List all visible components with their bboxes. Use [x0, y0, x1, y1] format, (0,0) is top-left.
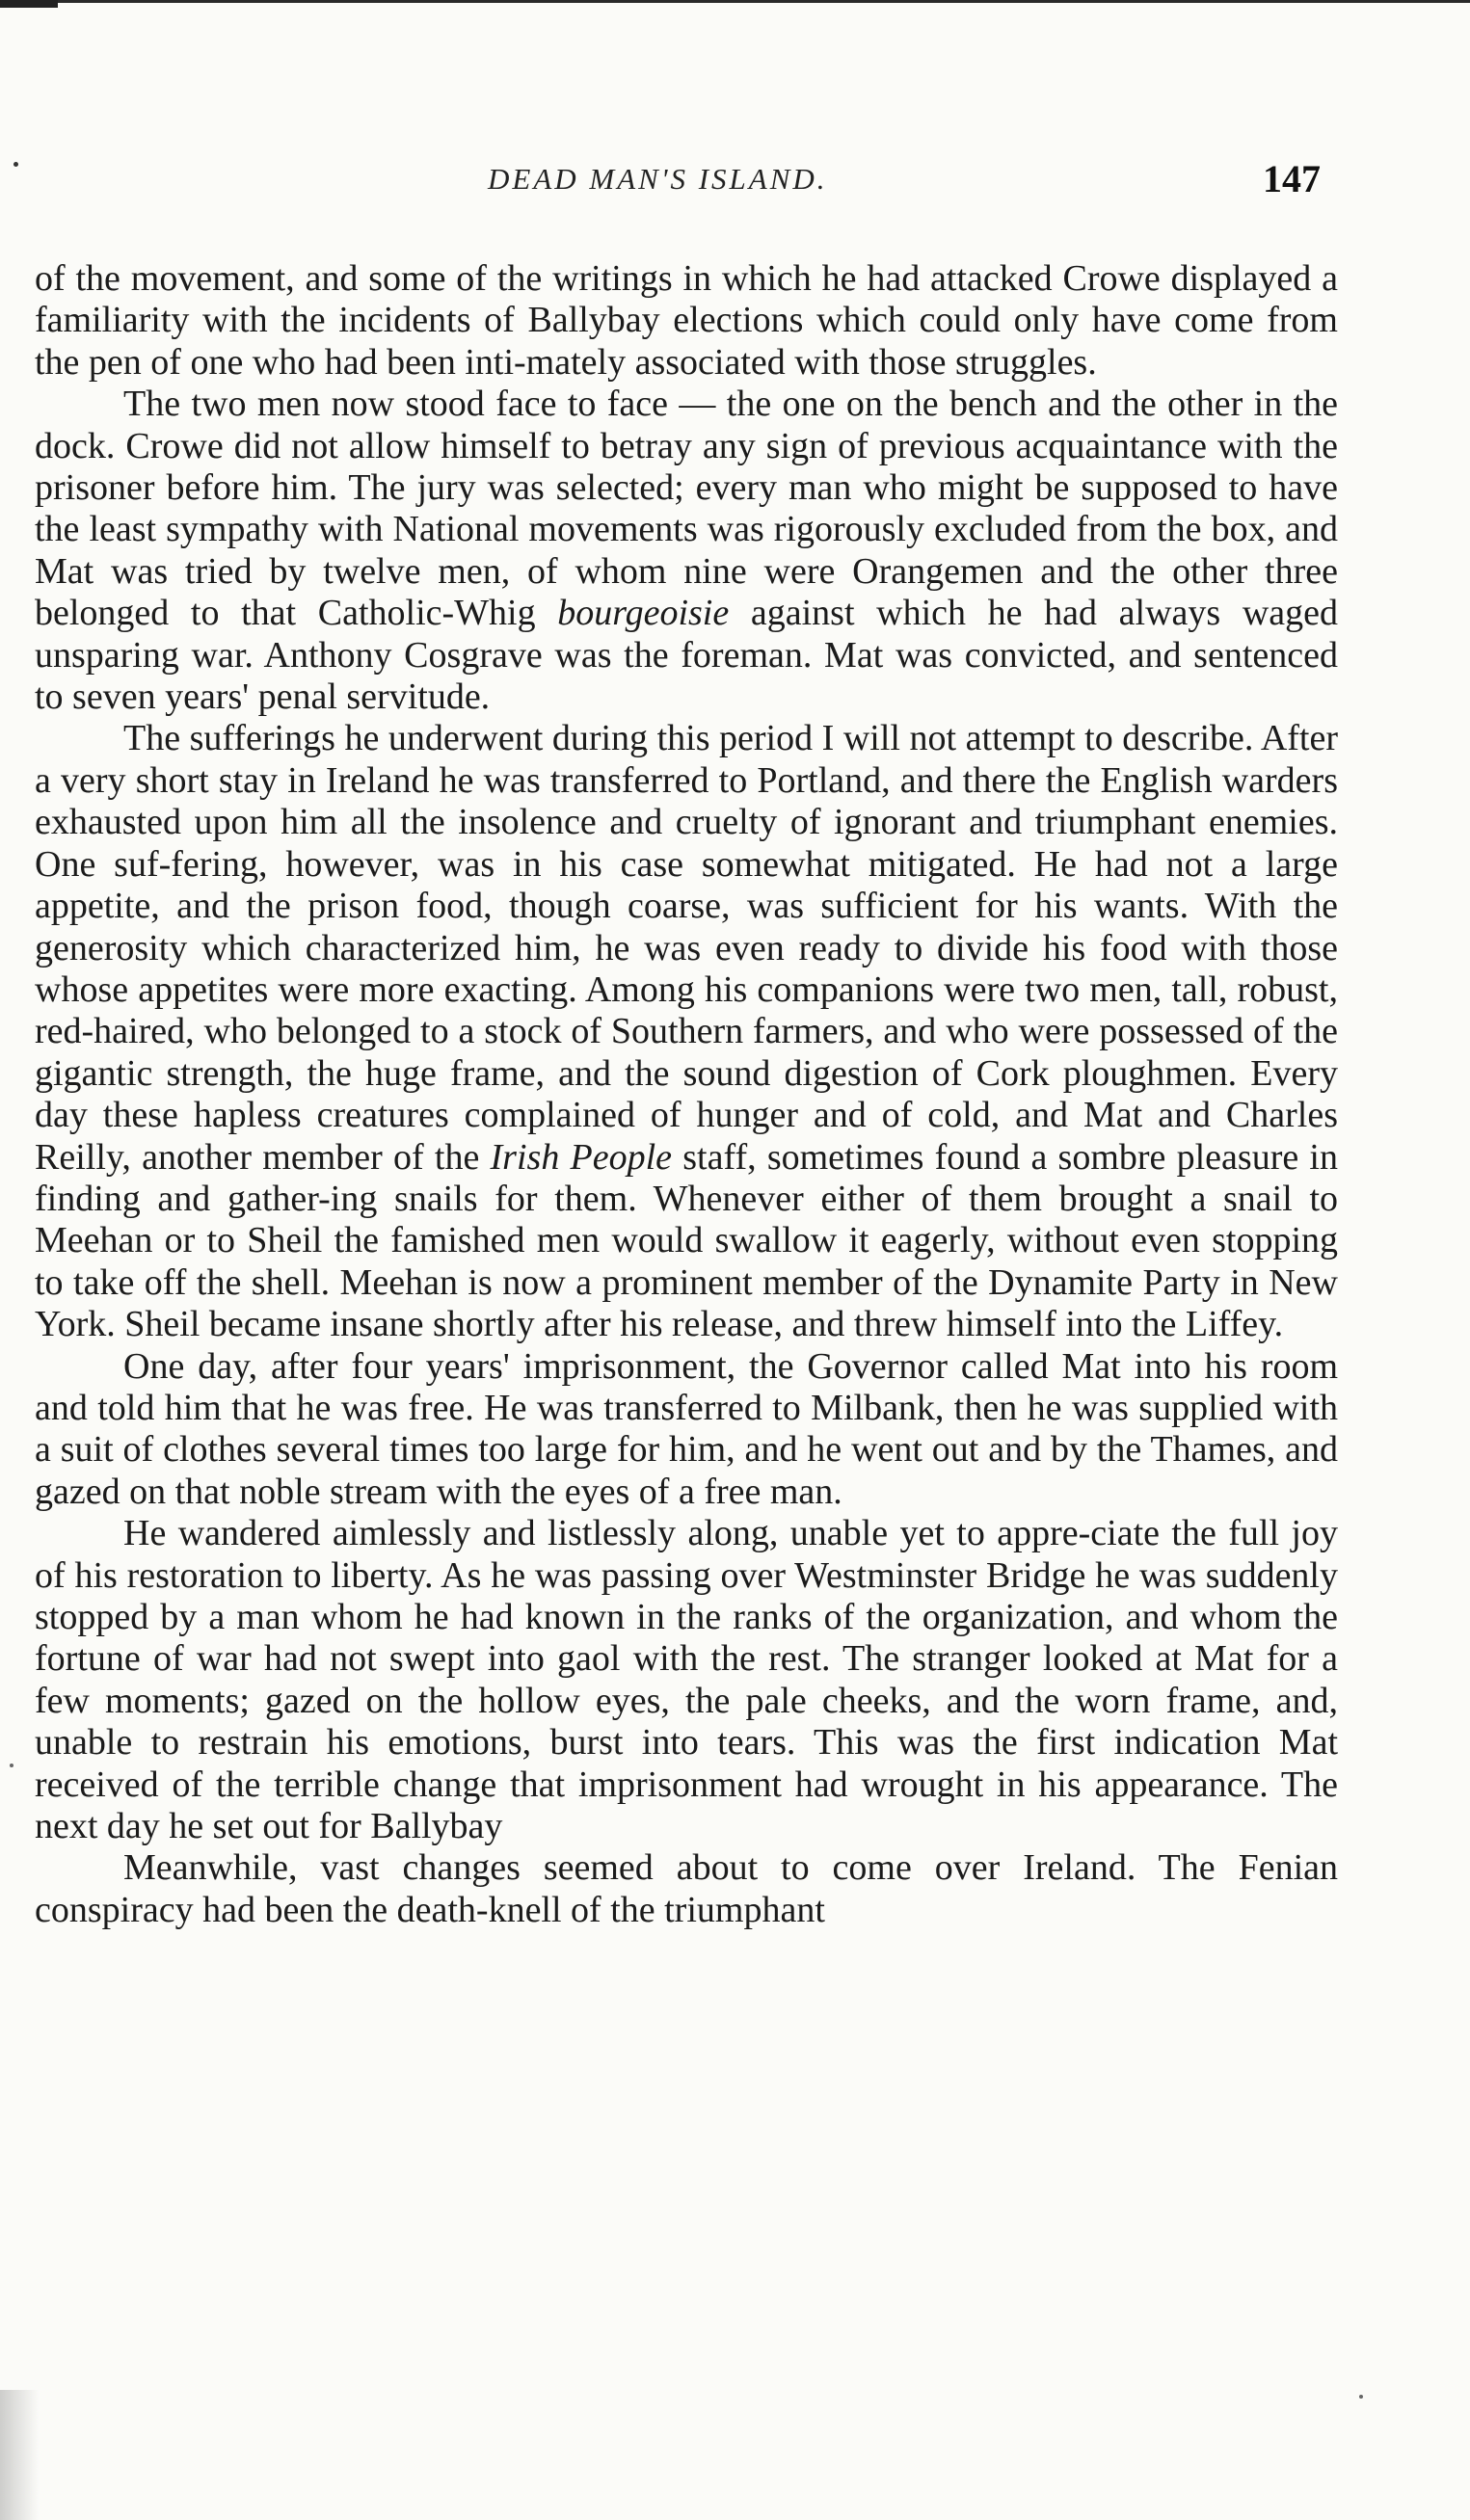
paragraph — [35, 1847, 1338, 1931]
corner-smudge — [0, 2390, 39, 2520]
italic-term: bourgeoisie — [557, 593, 730, 634]
paragraph — [35, 258, 1338, 384]
running-title: DEAD MAN'S ISLAND. — [488, 162, 828, 196]
paragraph — [35, 384, 1338, 718]
top-page-edge — [0, 0, 1470, 3]
margin-speck — [1359, 2395, 1363, 2399]
italic-term: Irish People — [490, 1136, 673, 1178]
top-left-binding-mark — [0, 0, 58, 8]
text-segment: One day, after four years' imprisonment, the Governor called Mat into his room and told him that he was free. He was transferred to Milbank, then he was supplied with a suit of clothes several times too large for him, and he went out and by the Thames, and gazed on that noble stream with the eyes of a free man. — [35, 1345, 1338, 1512]
text-segment: Meanwhile, vast changes seemed about to come over Ireland. The Fenian conspiracy had been the death-knell of the triumphant — [35, 1847, 1338, 1930]
paragraph — [35, 718, 1338, 1345]
text-segment: The sufferings he underwent during this period I will not attempt to describe. After a very short stay in Ireland he was transferred to Portland, and there the English warders exhausted upon him all the insolence and cruelty of ignorant and triumphant enemies. One suf-fering, however, was in his case somewhat mitigated. He had not a large appetite, and the prison food, though coarse, was sufficient for his wants. With the generosity which characterized him, he was even ready to divide his food with those whose appetites were more exacting. Among his companions were two men, tall, robust, red-haired, who belonged to a stock of Southern farmers, and who were possessed of the gigantic strength, the huge frame, and the sound digestion of Cork ploughmen. Every day these hapless creatures complained of hunger and of cold, and Mat and Charles Reilly, another member of the — [35, 718, 1338, 1178]
paragraph — [35, 1346, 1338, 1514]
paragraph — [35, 1513, 1338, 1847]
page-number: 147 — [1263, 157, 1321, 200]
text-segment: against which he had always waged unsparing war. Anthony Cosgrave was the foreman. Mat was convicted, and sentenced to seven years' penal servitude. — [35, 593, 1338, 718]
margin-speck — [10, 1764, 13, 1767]
page-header — [0, 157, 1470, 210]
text-segment: of the movement, and some of the writings in which he had attacked Crowe displayed a familiarity with the incidents of Ballybay elections which could only have come from the pen of one who had been inti-mately associated with those struggles. — [35, 258, 1338, 383]
text-segment: staff, sometimes found a sombre pleasure in finding and gather-ing snails for them. Whenever either of them brought a snail to Meehan or to Sheil the famished men would swallow it eagerly, without even stopping to take off the shell. Meehan is now a prominent member of the Dynamite Party in New York. Sheil became insane shortly after his release, and threw himself into the Liffey. — [35, 1136, 1338, 1345]
text-segment: The two men now stood face to face — the one on the bench and the other in the dock. Crowe did not allow himself to betray any sign of previous acquaintance with the prisoner before him. The jury was selected; every man who might be supposed to have the least sympathy with National movements was rigorously excluded from the box, and Mat was tried by twelve men, of whom nine were Orangemen and the other three belonged to that Catholic-Whig — [35, 384, 1338, 634]
body-text — [35, 258, 1338, 1931]
text-segment: He wandered aimlessly and listlessly along, unable yet to appre-ciate the full joy of his restoration to liberty. As he was passing over Westminster Bridge he was suddenly stopped by a man whom he had known in the ranks of the organization, and whom the fortune of war had not swept into gaol with the rest. The stranger looked at Mat for a few moments; gazed on the hollow eyes, the pale cheeks, and the worn frame, and, unable to restrain his emotions, burst into tears. This was the first indication Mat received of the terrible change that imprisonment had wrought in his appearance. The next day he set out for Ballybay — [35, 1513, 1338, 1847]
